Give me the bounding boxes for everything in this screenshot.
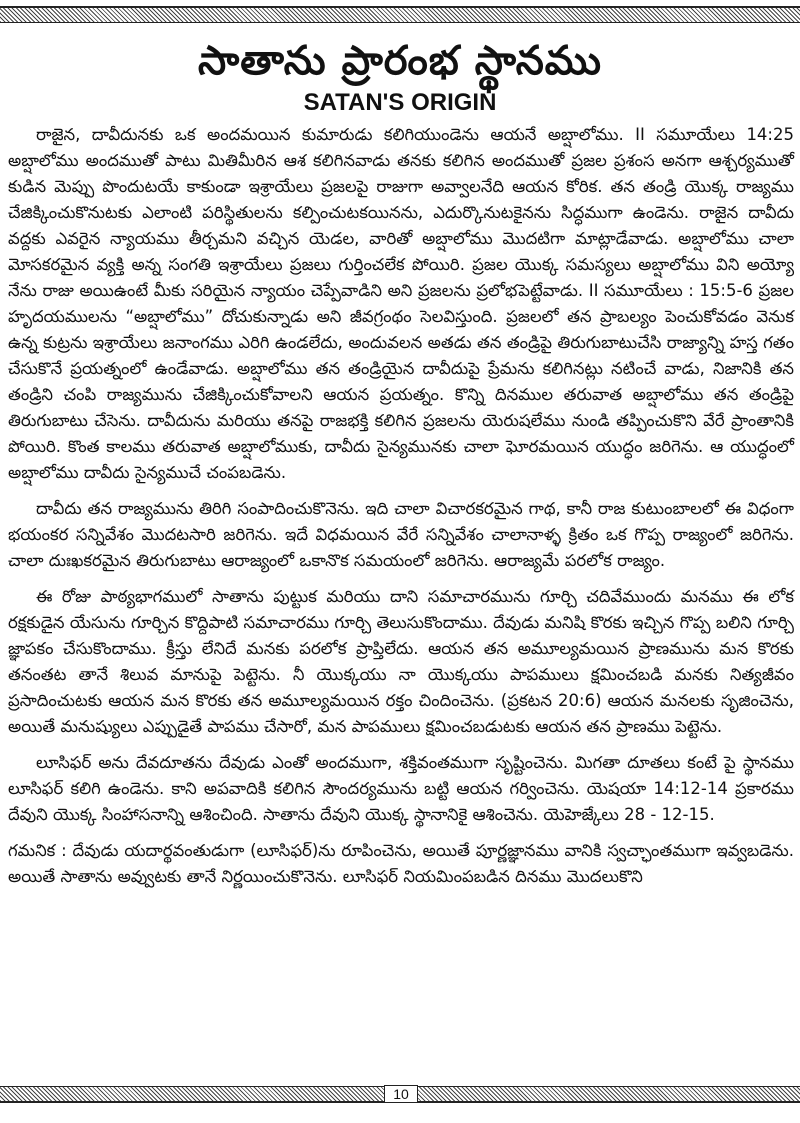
page-title-telugu: సాతాను ప్రారంభ స్థానము [198,38,602,84]
paragraph-david-kingdom: దావీదు తన రాజ్యమును తిరిగి సంపాదించుకొనెను. ఇది చాలా విచారకరమైన గాథ, కానీ రాజ కుటుంబాలలో ఈ విధంగా భయంకర సన్నివేశం మొదటసారి జరిగెను. ఇదే విధమయిన వేరే సన్నివేశం చాలానాళ్ళ క్రితం ఒక గొప్ప రాజ్యంలో జరిగెను. చాలా దుఃఖకరమైన తిరుగుబాటు ఆరాజ్యంలో ఒకానొక సమయంలో జరిగెను. ఆరాజ్యమే పరలోక రాజ్యం. [8,499,794,570]
page-number: 10 [384,1085,418,1103]
paragraph-jesus-sacrifice: ఈ రోజు పాఠ్యభాగములో సాతాను పుట్టుక మరియు దాని సమాచారమును గూర్చి చదివేముందు మనము ఈ లోక రక్షకుడైన యేసును గూర్చిన కొద్దిపాటి సమాచారము గూర్చి తెలుసుకొందాము. దేవుడు మనిషి కొరకు ఇచ్చిన గొప్ప బలిని గూర్చి జ్ఞాపకం చేసుకొందాము. క్రీస్తు లేనిదే మనకు పరలోక ప్రాప్తిలేదు. ఆయన తన అమూల్యమయిన ప్రాణమును మన కొరకు తనంతట తానే శిలువ మానుపై పెట్టెను. నీ యొక్కయు నా యొక్కయు పాపములు క్షమించబడి మనకు నిత్యజీవం ప్రసాదించుటకు ఆయన మన కొరకు తన అమూల్యమయిన రక్తం చిందించెను. (ప్రకటన 20:6) ఆయన మనలకు సృజించెను, అయితే మనుష్యులు ఎప్పుడైతే పాపము చేసారో, మన పాపములు క్షమించబడుటకు ఆయన తన ప్రాణము పెట్టెను. [8,587,794,736]
paragraph-note: గమనిక : దేవుడు యదార్థవంతుడుగా (లూసిఫర్)ను రూపించెను, అయితే పూర్ణజ్ఞానము వానికి స్వచ్ఛాంతముగా ఇవ్వబడెను. అయితే సాతాను అవ్వుటకు తానే నిర్ణయించుకొనెను. లూసిఫర్ నియమింపబడిన దినము మొదలుకొని [8,841,794,886]
paragraph-absalom: రాజైన, దావీదునకు ఒక అందమయిన కుమారుడు కలిగియుండెను ఆయనే అబ్షాలోము. II సమూయేలు 14:25 అబ్షాలోము అందముతో పాటు మితిమీరిన ఆశ కలిగినవాడు తనకు కలిగిన అందముతో ప్రజల ప్రశంస అనగా ఆశ్చర్యముతో కుడిన మెప్పు పొందుటయే కాకుండా ఇశ్రాయేలు ప్రజలపై రాజుగా అవ్వాలనేది ఆయన కోరిక. తన తండ్రి యొక్క రాజ్యము చేజిక్కించుకొనుటకు ఎలాంటి పరిస్థితులను కల్పించుటకయినను, ఎదుర్కొనుటకైనను సిద్ధముగా ఉండెను. రాజైన దావీదు వద్దకు ఎవరైన న్యాయము తీర్చమని వచ్చిన యెడల, వారితో అబ్షాలోము మొదటిగా మాట్లాడేవాడు. అబ్షాలోము చాలా మోసకరమైన వ్యక్తి అన్న సంగతి ఇశ్రాయేలు ప్రజలు గుర్తించలేక పోయిరి. ప్రజల యొక్క సమస్యలు అబ్షాలోము విని అయ్యో నేను రాజు అయిఉంటే మీకు సరియైన న్యాయం చెప్పేవాడిని అని ప్రజలను ప్రలోభపెట్టేవాడు. II సమూయేలు : 15:5-6 ప్రజల హృదయములను “అబ్షాలోము” దోచుకున్నాడు అని జీవగ్రంథం సెలవిస్తుంది. ప్రజలలో తన ప్రాబల్యం పెంచుకోవడం వెనుక ఉన్న కుట్రను ఇశ్రాయేలు జనాంగము ఎరిగి ఉండలేదు, అందువలన అతడు తన తండ్రిపై తిరుగుబాటుచేసి రాజ్యాన్ని హస్త గతం చేసుకొనే ప్రయత్నంలో ఉండేవాడు. అబ్షాలోము తన తండ్రియైన దావీదుపై ప్రేమను కలిగినట్లు నటించే వాడు, నిజానికి తన తండ్రిని చంపి రాజ్యమును చేజిక్కించుకోవాలని ఆయన ప్రయత్నం. కొన్ని దినముల తరువాత అబ్షాలోము తన తండ్రిపై తిరుగుబాటు చేసెను. దావీదును మరియు తనపై రాజభక్తి కలిగిన ప్రజలను యెరుషలేము నుండి తప్పించుకొని వేరే ప్రాంతానికి పోయిరి. కొంత కాలము తరువాత అబ్షాలోముకు, దావీదు సైన్యమునకు చాలా ఘోరమయిన యుద్ధం జరిగెను. ఆ యుద్ధంలో అబ్షాలోము దావీదు సైన్యముచే చంపబడెను. [8,125,794,482]
page-header [0,36,800,118]
paragraph-lucifer: లూసిఫర్ అను దేవదూతను దేవుడు ఎంతో అందముగా, శక్తివంతముగా సృష్టించెను. మిగతా దూతలు కంటే పై స్థానము లూసిఫర్ కలిగి ఉండెను. కాని అపవాదికి కలిగిన సౌందర్యమును బట్టి ఆయన గర్వించెను. యెషయా 14:12-14 ప్రకారము దేవుని యొక్క సింహాసనాన్ని ఆశించింది. సాతాను దేవుని యొక్క స్థానానికై ఆశించెను. యెహెజ్కేలు 28 - 12-15. [8,753,794,824]
page-title-english: SATAN'S ORIGIN [303,89,497,116]
top-border-rule [0,6,800,23]
body-text [8,122,794,900]
